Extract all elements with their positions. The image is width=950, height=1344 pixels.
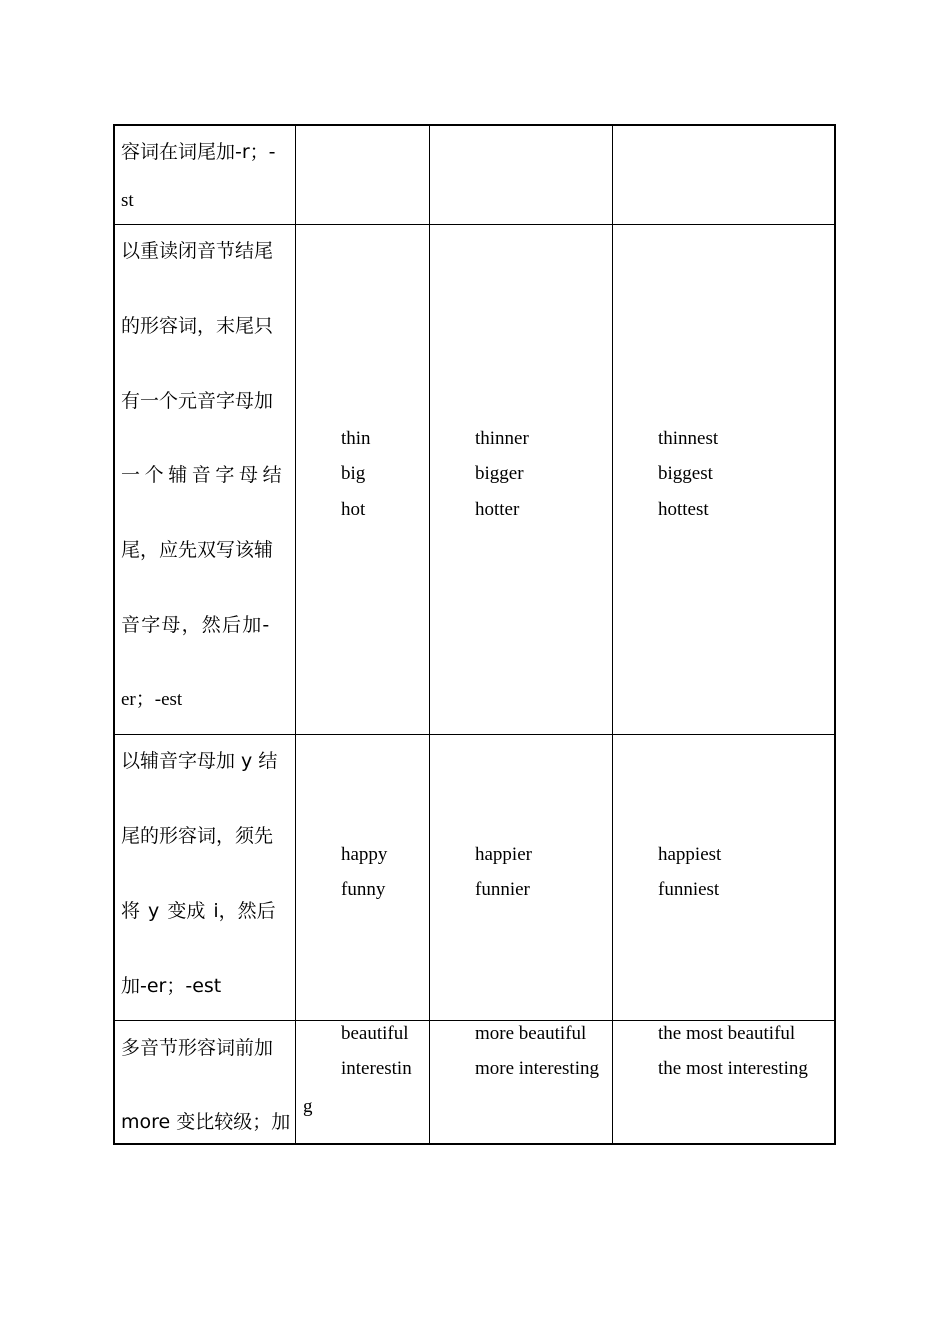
- rule-text: 以重读闭音节结尾: [121, 240, 274, 262]
- rule-text: 尾的形容词，须先: [121, 825, 274, 847]
- comparative-word: happier: [475, 844, 532, 865]
- rule-text: 音字母，然后加-: [121, 614, 271, 636]
- column-divider: [295, 126, 296, 1143]
- superlative-word: thinnest: [658, 428, 719, 449]
- rule-text: more 变比较级；加: [121, 1111, 291, 1133]
- superlative-word: funniest: [658, 879, 720, 900]
- comparative-word: funnier: [475, 879, 530, 900]
- superlative-word: the most interesting: [658, 1058, 808, 1079]
- rule-text: 的形容词，末尾只: [121, 315, 274, 337]
- positive-word: happy: [341, 844, 388, 865]
- superlative-word: the most beautiful: [658, 1023, 796, 1044]
- rule-text: 一个辅音字母结: [121, 464, 287, 486]
- comparative-word: more interesting: [475, 1058, 599, 1079]
- column-divider: [612, 126, 613, 1143]
- comparative-word: more beautiful: [475, 1023, 587, 1044]
- column-divider: [429, 126, 430, 1143]
- comparative-word: hotter: [475, 499, 520, 520]
- row-divider: [115, 734, 834, 735]
- superlative-word: biggest: [658, 463, 713, 484]
- rule-text: 加-er；-est: [121, 975, 222, 997]
- rule-text: 以辅音字母加 y 结: [121, 750, 278, 772]
- positive-word: thin: [341, 428, 371, 449]
- rule-text: 尾，应先双写该辅: [121, 539, 274, 561]
- comparative-word: bigger: [475, 463, 524, 484]
- rule-text: 将 y 变成 i，然后: [121, 900, 276, 922]
- row-divider: [115, 224, 834, 225]
- positive-word: interestin: [341, 1058, 412, 1079]
- positive-word: hot: [341, 499, 366, 520]
- positive-word: big: [341, 463, 366, 484]
- superlative-word: happiest: [658, 844, 722, 865]
- positive-word: g: [303, 1096, 313, 1117]
- rule-text: 有一个元音字母加: [121, 390, 274, 412]
- positive-word: beautiful: [341, 1023, 409, 1044]
- comparative-word: thinner: [475, 428, 529, 449]
- superlative-word: hottest: [658, 499, 709, 520]
- rule-text: st: [121, 190, 134, 211]
- rule-text: 容词在词尾加-r；-: [121, 141, 276, 163]
- rule-text: er；-est: [121, 689, 183, 710]
- row-divider: [115, 1020, 834, 1021]
- rule-text: 多音节形容词前加: [121, 1037, 274, 1059]
- positive-word: funny: [341, 879, 386, 900]
